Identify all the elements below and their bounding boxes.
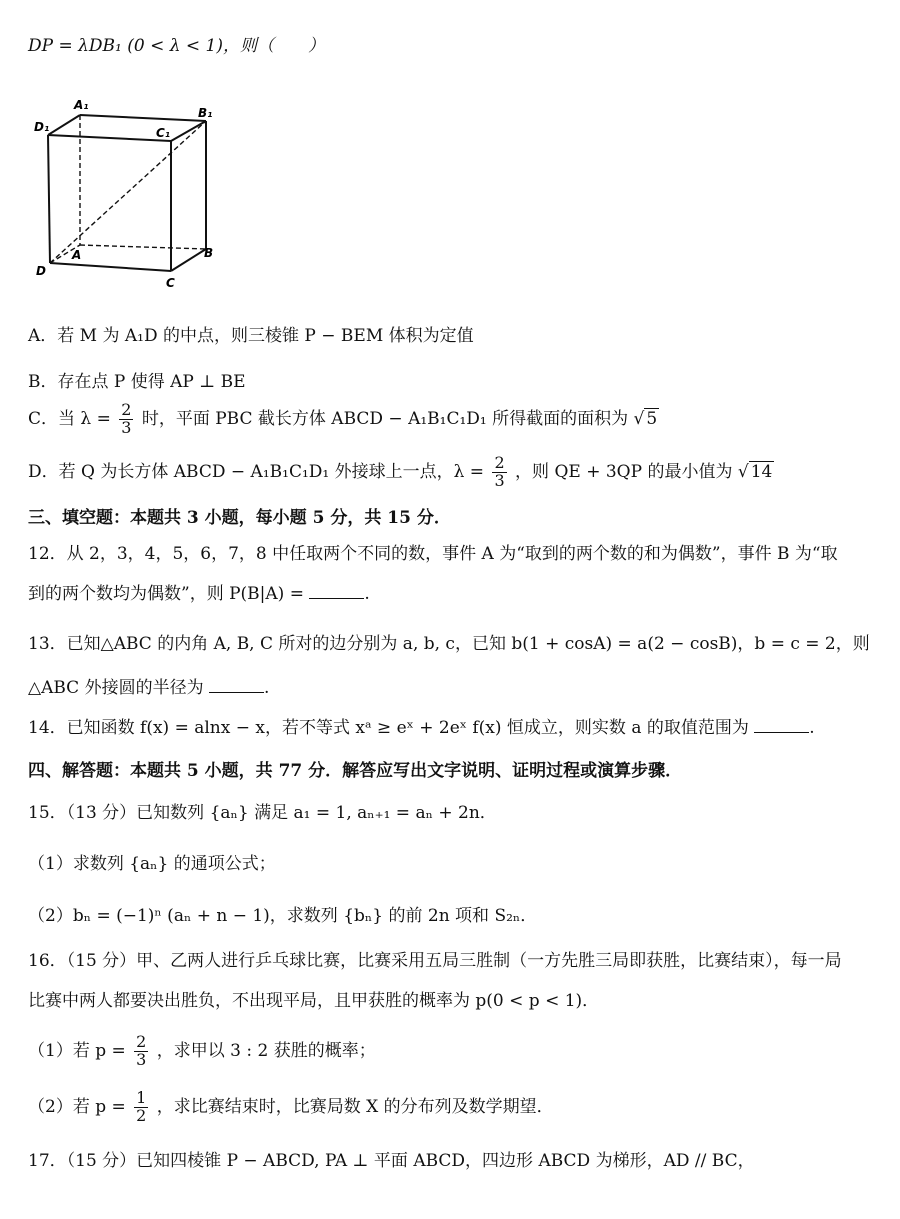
q16-line3-den: 3 xyxy=(136,1049,147,1069)
q12-answer-blank[interactable] xyxy=(309,597,364,599)
option-d xyxy=(28,455,774,490)
option-c-frac-num: 2 xyxy=(121,400,132,419)
q16-line3-num: 2 xyxy=(136,1032,147,1051)
option-d-frac-den: 3 xyxy=(494,470,505,490)
option-c-frac xyxy=(119,402,133,437)
q17-line1: 17．（15 分）已知四棱锥 P − ABCD, PA ⊥ 平面 ABCD，四边形 ABCD 为梯形，AD // BC， xyxy=(28,1151,755,1171)
q14-end: . xyxy=(809,718,815,738)
cuboid-figure xyxy=(28,95,228,295)
label-d: D xyxy=(36,264,46,278)
q16-line4-post: ，求比赛结束时，比赛局数 X 的分布列及数学期望． xyxy=(156,1096,554,1117)
option-d-rad: 14 xyxy=(750,461,773,482)
option-c xyxy=(28,402,659,437)
q12-end: . xyxy=(364,584,370,604)
section4-heading: 四、解答题：本题共 5 小题，共 77 分．解答应写出文字说明、证明过程或演算步骤． xyxy=(28,761,683,781)
q16-line4-den: 2 xyxy=(136,1105,147,1125)
label-a1: A₁ xyxy=(74,98,89,112)
q15-line1: 15．（13 分）已知数列 {aₙ} 满足 a₁ = 1, aₙ₊₁ = aₙ + 2n． xyxy=(28,803,497,823)
q16-line3 xyxy=(28,1034,376,1069)
q16-line4-pre: （2）若 p = xyxy=(28,1096,126,1117)
option-d-pre: D．若 Q 为长方体 ABCD − A₁B₁C₁D₁ 外接球上一点，λ = xyxy=(28,461,485,482)
q12-line2 xyxy=(28,586,370,603)
q16-line3-pre: （1）若 p = xyxy=(28,1040,126,1061)
option-b: B．存在点 P 使得 AP ⊥ BE xyxy=(28,372,246,392)
q16-line3-post: ，求甲以 3 : 2 获胜的概率； xyxy=(156,1040,376,1061)
q15-line2: （1）求数列 {aₙ} 的通项公式； xyxy=(28,854,276,874)
q15-line3: （2）bₙ = (−1)ⁿ (aₙ + n − 1)，求数列 {bₙ} 的前 2n 项和 S₂ₙ． xyxy=(28,906,538,926)
q13-answer-blank[interactable] xyxy=(209,691,264,693)
top-condition: DP = λDB₁ (0 < λ < 1)，则（ ） xyxy=(28,36,326,56)
q14-line1 xyxy=(28,720,815,737)
q16-line1: 16．（15 分）甲、乙两人进行乒乓球比赛，比赛采用五局三胜制（一方先胜三局即获胜，比赛结束），每一局 xyxy=(28,951,842,971)
label-a: A xyxy=(72,248,82,262)
label-b: B xyxy=(204,246,214,260)
label-c1: C₁ xyxy=(156,126,171,140)
q16-line3-frac xyxy=(134,1034,148,1069)
q13-line1: 13．已知△ABC 的内角 A, B, C 所对的边分别为 a, b, c，已知 b(1 + cosA) = a(2 − cosB)，b = c = 2，则 xyxy=(28,634,870,654)
q14-text: 14．已知函数 f(x) = alnx − x，若不等式 xᵃ ≥ eˣ + 2eˣ f(x) 恒成立，则实数 a 的取值范围为 xyxy=(28,718,749,738)
q12-line1: 12．从 2，3，4，5，6，7，8 中任取两个不同的数，事件 A 为“取到的两个数的和为偶数”，事件 B 为“取 xyxy=(28,544,838,564)
q13-line2 xyxy=(28,680,269,697)
section3-heading: 三、填空题：本题共 3 小题，每小题 5 分，共 15 分． xyxy=(28,508,451,528)
q13-text: △ABC 外接圆的半径为 xyxy=(28,678,204,698)
label-d1: D₁ xyxy=(34,120,50,134)
q14-answer-blank[interactable] xyxy=(754,731,809,733)
option-d-frac-num: 2 xyxy=(494,453,505,472)
option-d-frac xyxy=(492,455,506,490)
q16-line4 xyxy=(28,1090,554,1125)
q16-line4-frac xyxy=(134,1090,148,1125)
option-d-post: ，则 QE + 3QP 的最小值为 √ xyxy=(515,461,749,482)
label-c: C xyxy=(166,276,175,290)
q16-line4-num: 1 xyxy=(136,1088,147,1107)
q13-end: . xyxy=(263,678,270,698)
option-c-frac-den: 3 xyxy=(121,417,132,437)
option-c-pre: C．当 λ = xyxy=(28,408,111,429)
option-c-post: 时，平面 PBC 截长方体 ABCD − A₁B₁C₁D₁ 所得截面的面积为 √ xyxy=(141,408,645,429)
label-b1: B₁ xyxy=(198,106,213,120)
q12-text: 到的两个数均为偶数”，则 P(B|A) = xyxy=(28,584,304,604)
q16-line2: 比赛中两人都要决出胜负，不出现平局，且甲获胜的概率为 p(0 < p < 1)． xyxy=(28,991,600,1011)
option-c-rad: 5 xyxy=(646,408,658,429)
option-a: A．若 M 为 A₁D 的中点，则三棱锥 P − BEM 体积为定值 xyxy=(28,326,474,346)
